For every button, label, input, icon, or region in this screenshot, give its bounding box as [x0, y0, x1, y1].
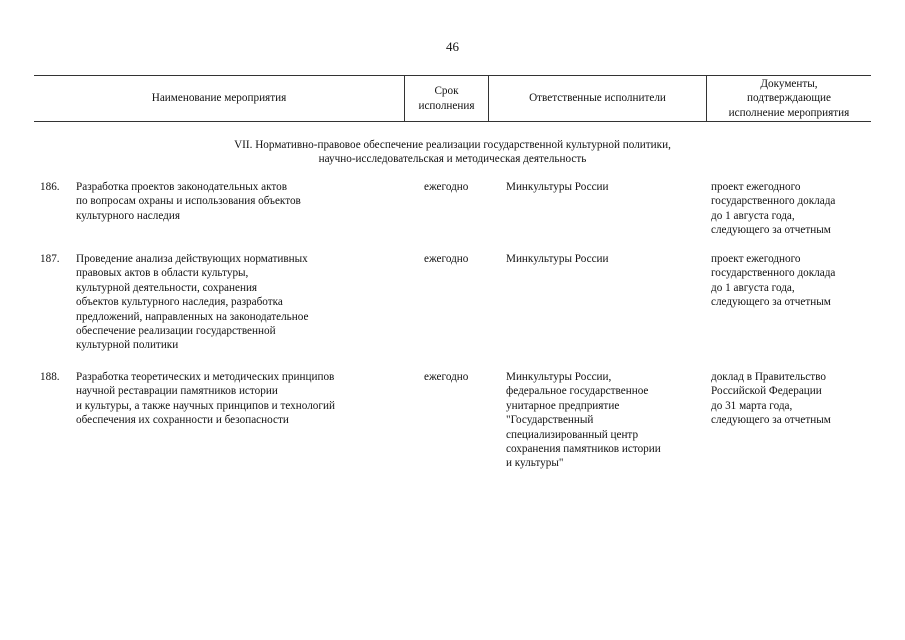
section-title — [34, 138, 871, 167]
section-title-line: научно-исследовательская и методическая деятельность — [318, 153, 587, 166]
row-name — [76, 252, 308, 353]
row-responsible — [506, 180, 609, 194]
row-documents-line: до 31 марта года, — [711, 399, 793, 412]
row-responsible-line: специализированный центр — [506, 428, 639, 441]
header-documents-label-line: исполнение мероприятия — [728, 106, 850, 119]
row-name-line: правовых актов в области культуры, — [76, 267, 249, 280]
row-name-line: по вопросам охраны и использования объектов — [76, 195, 301, 208]
row-number: 188. — [40, 371, 60, 383]
row-name-line: Разработка проектов законодательных актов — [76, 181, 287, 193]
row-name-line: культурной деятельности, сохранения — [76, 281, 258, 294]
row-name-line: Проведение анализа действующих нормативных — [76, 253, 308, 265]
row-term: ежегодно — [424, 371, 469, 383]
row-responsible-line: сохранения памятников истории — [506, 443, 661, 456]
section-title-line: VII. Нормативно-правовое обеспечение реализации государственной культурной политики, — [234, 139, 671, 151]
header-term-cell — [405, 76, 488, 121]
header-responsible-cell — [489, 76, 706, 121]
row-name-line: предложений, направленных на законодательное — [76, 310, 309, 323]
header-term-label-line: исполнения — [418, 99, 475, 112]
row-documents-line: государственного доклада — [711, 195, 836, 208]
header-documents-cell — [707, 76, 871, 121]
row-documents-line: до 1 августа года, — [711, 281, 795, 294]
row-name-line: культурной политики — [76, 339, 179, 352]
row-documents-line: Российской Федерации — [711, 385, 822, 398]
row-responsible-line: "Государственный — [506, 414, 594, 427]
row-documents-line: проект ежегодного — [711, 181, 801, 193]
header-documents-label-line: подтверждающие — [747, 92, 831, 105]
row-responsible-line: и культуры" — [506, 457, 564, 470]
row-documents-line: до 1 августа года, — [711, 209, 795, 222]
row-responsible-line: Минкультуры России, — [506, 371, 612, 383]
header-responsible-label: Ответственные исполнители — [529, 92, 666, 105]
row-responsible-line: Минкультуры России — [506, 253, 609, 265]
row-documents-line: следующего за отчетным — [711, 224, 831, 237]
header-bottom-rule — [34, 121, 871, 122]
row-documents-line: доклад в Правительство — [711, 371, 826, 383]
header-name-label: Наименование мероприятия — [151, 92, 287, 105]
row-name-line: Разработка теоретических и методических принципов — [76, 371, 335, 383]
row-name-line: культурного наследия — [76, 209, 180, 222]
row-name-line: обеспечение реализации государственной — [76, 325, 276, 338]
row-name-line: научной реставрации памятников истории — [76, 385, 278, 398]
page-number: 46 — [446, 39, 459, 54]
row-documents-line: следующего за отчетным — [711, 414, 831, 427]
row-name-line: и культуры, а также научных принципов и технологий — [76, 399, 335, 412]
row-documents — [711, 180, 835, 238]
row-responsible — [506, 370, 661, 471]
row-name-line: объектов культурного наследия, разработка — [76, 296, 283, 309]
row-documents-line: следующего за отчетным — [711, 296, 831, 309]
row-documents — [711, 252, 835, 310]
row-number: 187. — [40, 253, 60, 265]
row-responsible — [506, 252, 609, 266]
row-name — [76, 370, 335, 428]
row-responsible-line: Минкультуры России — [506, 181, 609, 193]
row-term: ежегодно — [424, 181, 469, 193]
row-documents-line: проект ежегодного — [711, 253, 801, 265]
row-documents-line: государственного доклада — [711, 267, 836, 280]
row-term: ежегодно — [424, 253, 469, 265]
row-responsible-line: федеральное государственное — [506, 385, 649, 398]
row-responsible-line: унитарное предприятие — [506, 399, 620, 412]
row-name — [76, 180, 301, 223]
header-term-label-line: Срок — [434, 85, 459, 98]
row-number: 186. — [40, 181, 60, 193]
row-name-line: обеспечения их сохранности и безопасности — [76, 414, 289, 427]
row-documents — [711, 370, 831, 428]
header-name-cell — [34, 76, 404, 121]
header-documents-label-line: Документы, — [760, 77, 818, 90]
